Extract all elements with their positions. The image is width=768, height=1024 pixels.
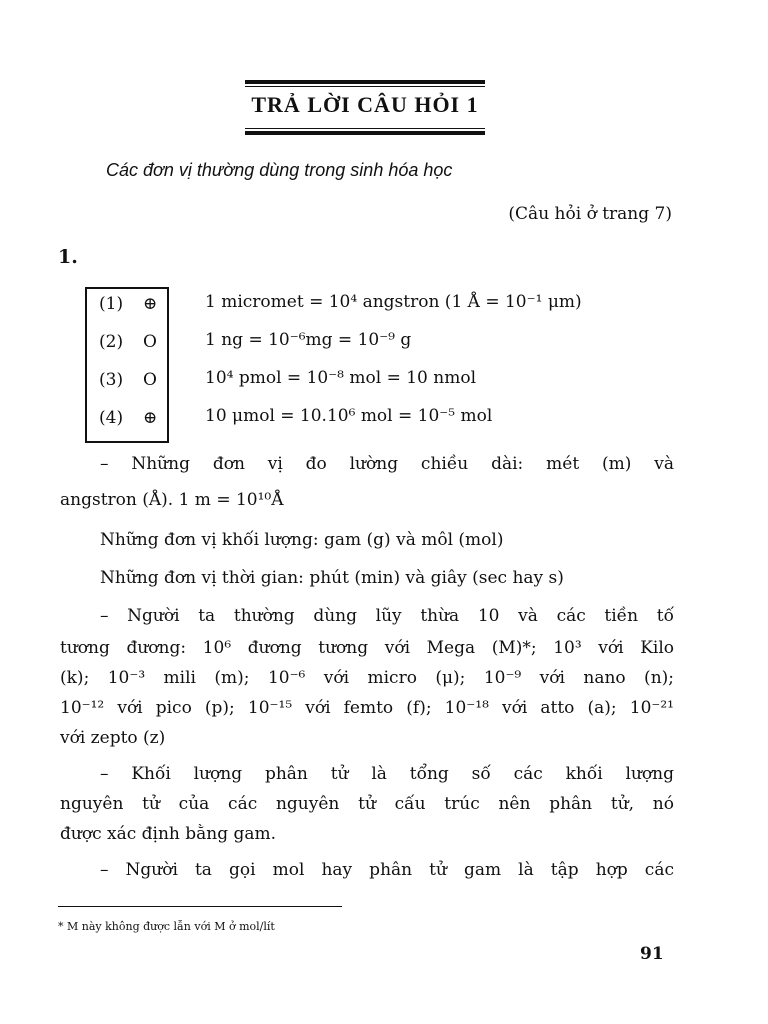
paragraph-line: Những đơn vị khối lượng: gam (g) và môl (mol): [100, 530, 504, 550]
answer-box: [85, 287, 169, 443]
answer-index: (1): [99, 294, 124, 314]
answer-statement: 1 ng = 10⁻⁶mg = 10⁻⁹ g: [205, 330, 412, 350]
title-rule-top-thin: [245, 86, 485, 87]
paragraph-line: – Khối lượng phân tử là tổng số các khối lượng: [100, 764, 674, 784]
page-subtitle: Các đơn vị thường dùng trong sinh hóa học: [106, 160, 453, 180]
answer-mark: O: [143, 332, 157, 352]
paragraph-line: tương đương: 10⁶ đương tương với Mega (M)*; 10³ với Kilo: [60, 638, 674, 658]
answer-index: (4): [99, 408, 124, 428]
paragraph-line: được xác định bằng gam.: [60, 824, 277, 844]
answer-statement: 10 μmol = 10.10⁶ mol = 10⁻⁵ mol: [205, 406, 493, 426]
footnote-rule: [58, 906, 342, 907]
paragraph-line: angstron (Å). 1 m = 10¹⁰Å: [60, 490, 284, 510]
paragraph-line: 10⁻¹² với pico (p); 10⁻¹⁵ với femto (f); 10⁻¹⁸ với atto (a); 10⁻²¹: [60, 698, 674, 718]
answer-index: (2): [99, 332, 124, 352]
paragraph-line: – Người ta thường dùng lũy thừa 10 và các tiền tố: [100, 606, 674, 626]
paragraph-line: (k); 10⁻³ mili (m); 10⁻⁶ với micro (μ); 10⁻⁹ với nano (n);: [60, 668, 674, 688]
title-rule-bottom-thin: [245, 128, 485, 129]
answer-statement: 1 micromet = 10⁴ angstron (1 Å = 10⁻¹ μm): [205, 292, 582, 312]
page-number: 91: [640, 944, 664, 964]
paragraph-line: nguyên tử của các nguyên tử cấu trúc nên phân tử, nó: [60, 794, 674, 814]
paragraph-line: – Những đơn vị đo lường chiều dài: mét (m) và: [100, 454, 674, 474]
page-title: TRẢ LỜI CÂU HỎI 1: [251, 92, 479, 117]
footnote: * M này không được lẫn với M ở mol/lít: [58, 920, 275, 933]
answer-mark: ⊕: [143, 408, 158, 428]
section-number: 1.: [58, 246, 78, 268]
answer-mark: ⊕: [143, 294, 158, 314]
answer-mark: O: [143, 370, 157, 390]
question-reference: (Câu hỏi ở trang 7): [508, 204, 672, 224]
answer-index: (3): [99, 370, 124, 390]
paragraph-line: với zepto (z): [60, 728, 166, 748]
title-rule-top: [245, 80, 485, 84]
answer-statement: 10⁴ pmol = 10⁻⁸ mol = 10 nmol: [205, 368, 477, 388]
title-rule-bottom: [245, 131, 485, 135]
paragraph-line: – Người ta gọi mol hay phân tử gam là tập hợp các: [100, 860, 674, 880]
paragraph-line: Những đơn vị thời gian: phút (min) và giây (sec hay s): [100, 568, 564, 588]
